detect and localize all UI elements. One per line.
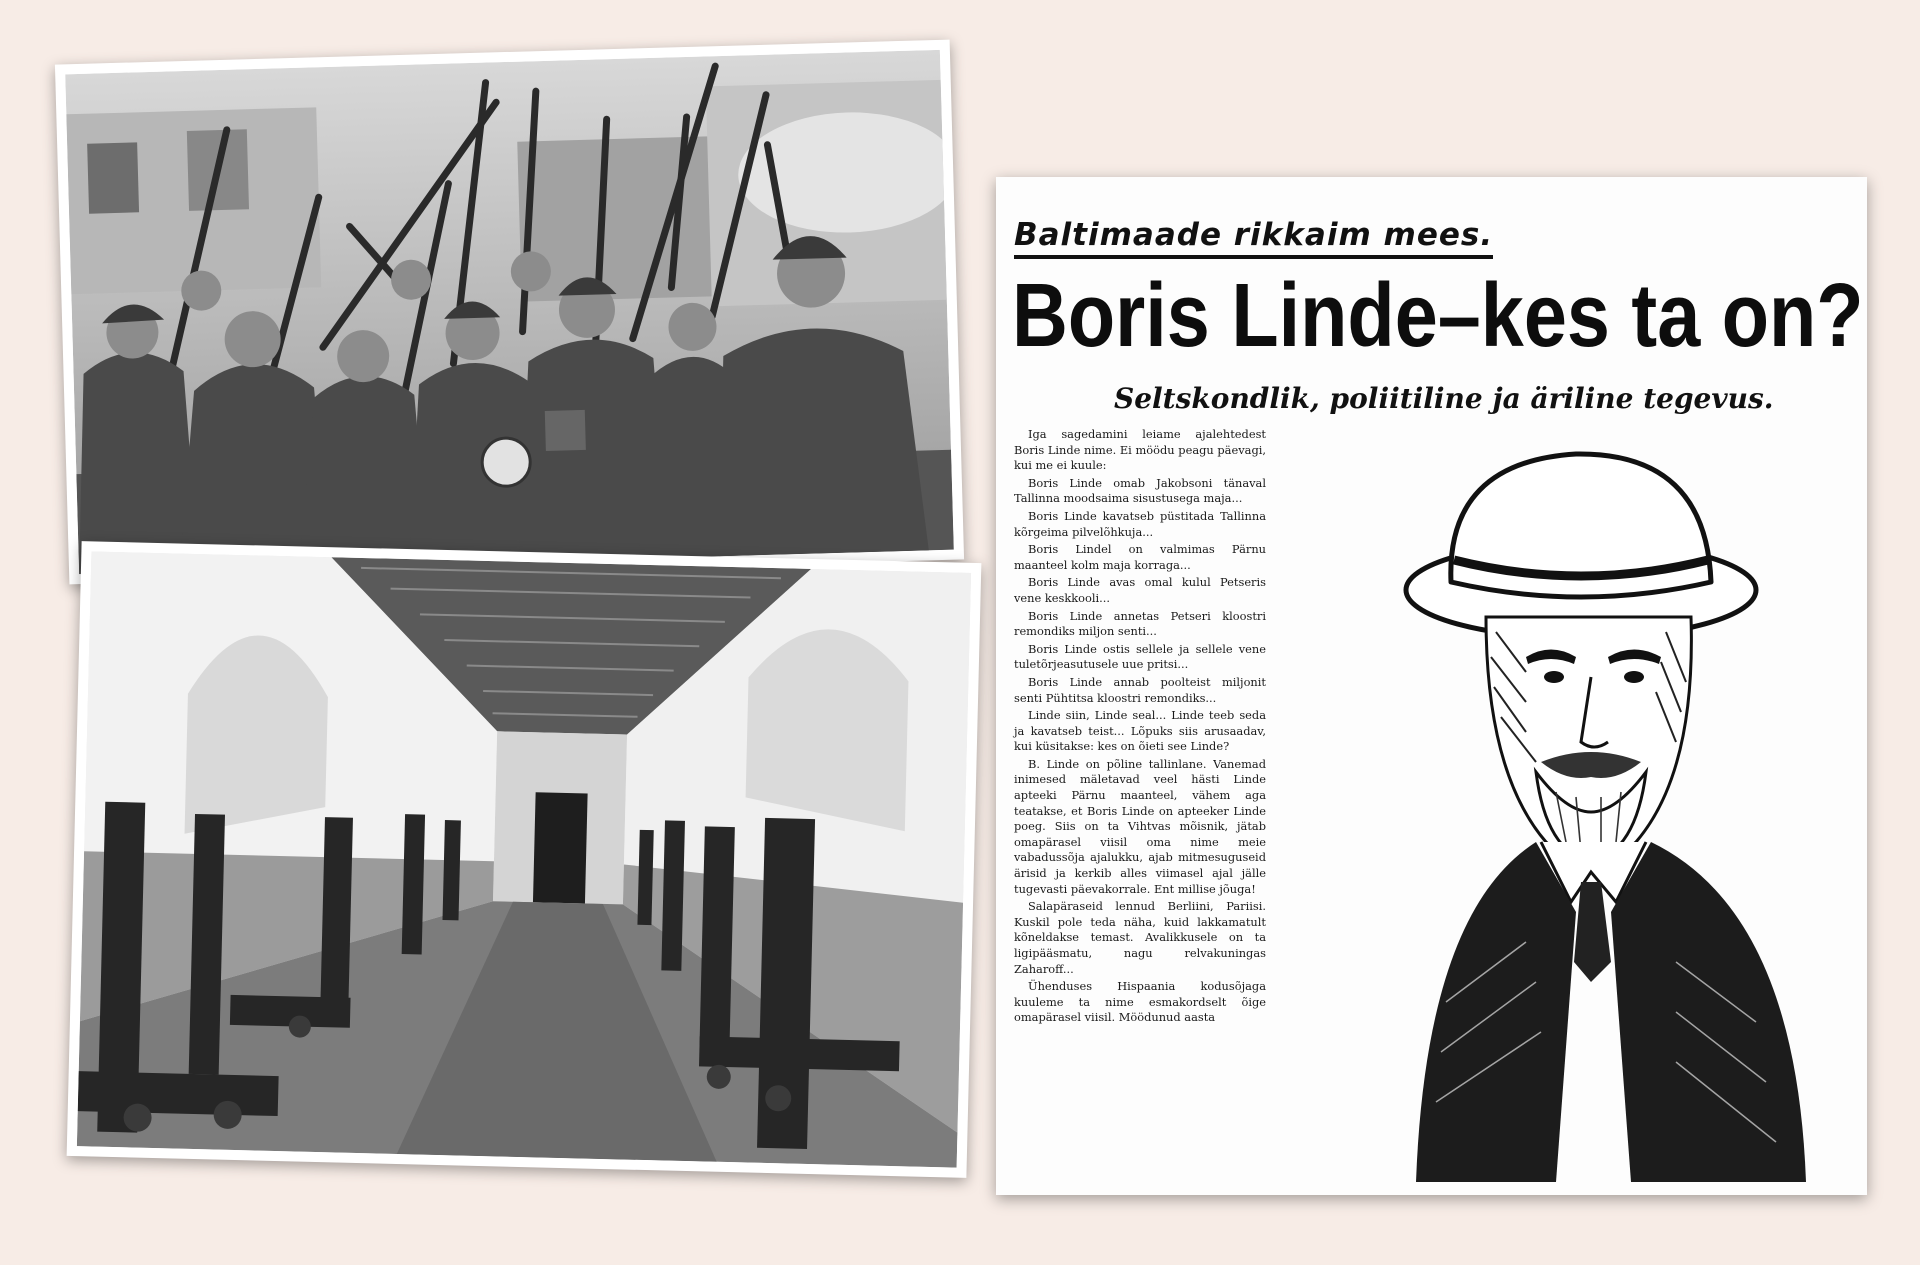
soldiers-photo-image <box>65 50 954 574</box>
article-paragraph: Linde siin, Linde seal... Linde teeb seda ja kavatseb teist... Lõpuks siis arusaadav, kui küsitakse: kes on õieti see Linde? <box>1014 708 1266 754</box>
portrait-illustration <box>1376 442 1806 1182</box>
article-paragraph: Boris Linde kavatseb püstitada Tallinna kõrgeima pilvelõhkuja... <box>1014 508 1266 539</box>
article-body-column <box>1014 427 1266 1028</box>
photo-soldiers-with-rifles <box>55 40 964 585</box>
article-paragraph: Boris Linde annab poolteist miljonit senti Pühtitsa kloostri remondiks... <box>1014 674 1266 705</box>
barracks-photo-image <box>77 551 971 1167</box>
photo-barracks-interior <box>67 541 982 1178</box>
article-kicker: Baltimaade rikkaim mees. <box>1014 217 1493 259</box>
article-paragraph: Ühenduses Hispaania kodusõjaga kuuleme ta nime esmakordselt õige omapärasel viisil. Möödunud aasta <box>1014 979 1266 1025</box>
article-paragraph: Boris Linde ostis sellele ja sellele vene tuletõrjeasutusele uue pritsi... <box>1014 641 1266 672</box>
article-paragraph: Boris Linde avas omal kulul Petseris vene keskkooli... <box>1014 575 1266 605</box>
article-headline: Boris Linde–kes ta on? <box>1012 266 1864 366</box>
newspaper-clipping <box>996 177 1867 1195</box>
article-paragraph: Boris Lindel on valmimas Pärnu maanteel kolm maja korraga... <box>1014 542 1266 572</box>
article-paragraph: Iga sagedamini leiame ajalehtedest Boris Linde nime. Ei möödu peagu päevagi, kui me ei kuule: <box>1014 427 1266 473</box>
article-paragraph: B. Linde on põline tallinlane. Vanemad inimesed mäletavad veel hästi Linde apteeki Pärnu maanteel, vähem aga teatakse, et Boris Linde on apteeker Linde poeg. Siis on ta Vihtvas mõisnik, jätab omapärasel viisil oma nime meie vabadussõja ajalukku, ajab mitmesuguseid ärisid ja kerkib alles viimasel ajal jälle tugevasti päevakorrale. Ent millise jõuga! <box>1014 756 1266 896</box>
article-paragraph: Boris Linde omab Jakobsoni tänaval Tallinna moodsaima sisustusega maja... <box>1014 475 1266 506</box>
article-paragraph: Salapäraseid lennud Berliini, Pariisi. Kuskil pole teda näha, kuid lakkamatult kõneldakse temast. Avalikkusele on ta ligipääsmatu, nagu relvakuningas Zaharoff... <box>1014 899 1266 976</box>
article-subhead: Seltskondlik, poliitiline ja äriline tegevus. <box>1114 382 1774 415</box>
article-paragraph: Boris Linde annetas Petseri kloostri remondiks miljon senti... <box>1014 608 1266 639</box>
